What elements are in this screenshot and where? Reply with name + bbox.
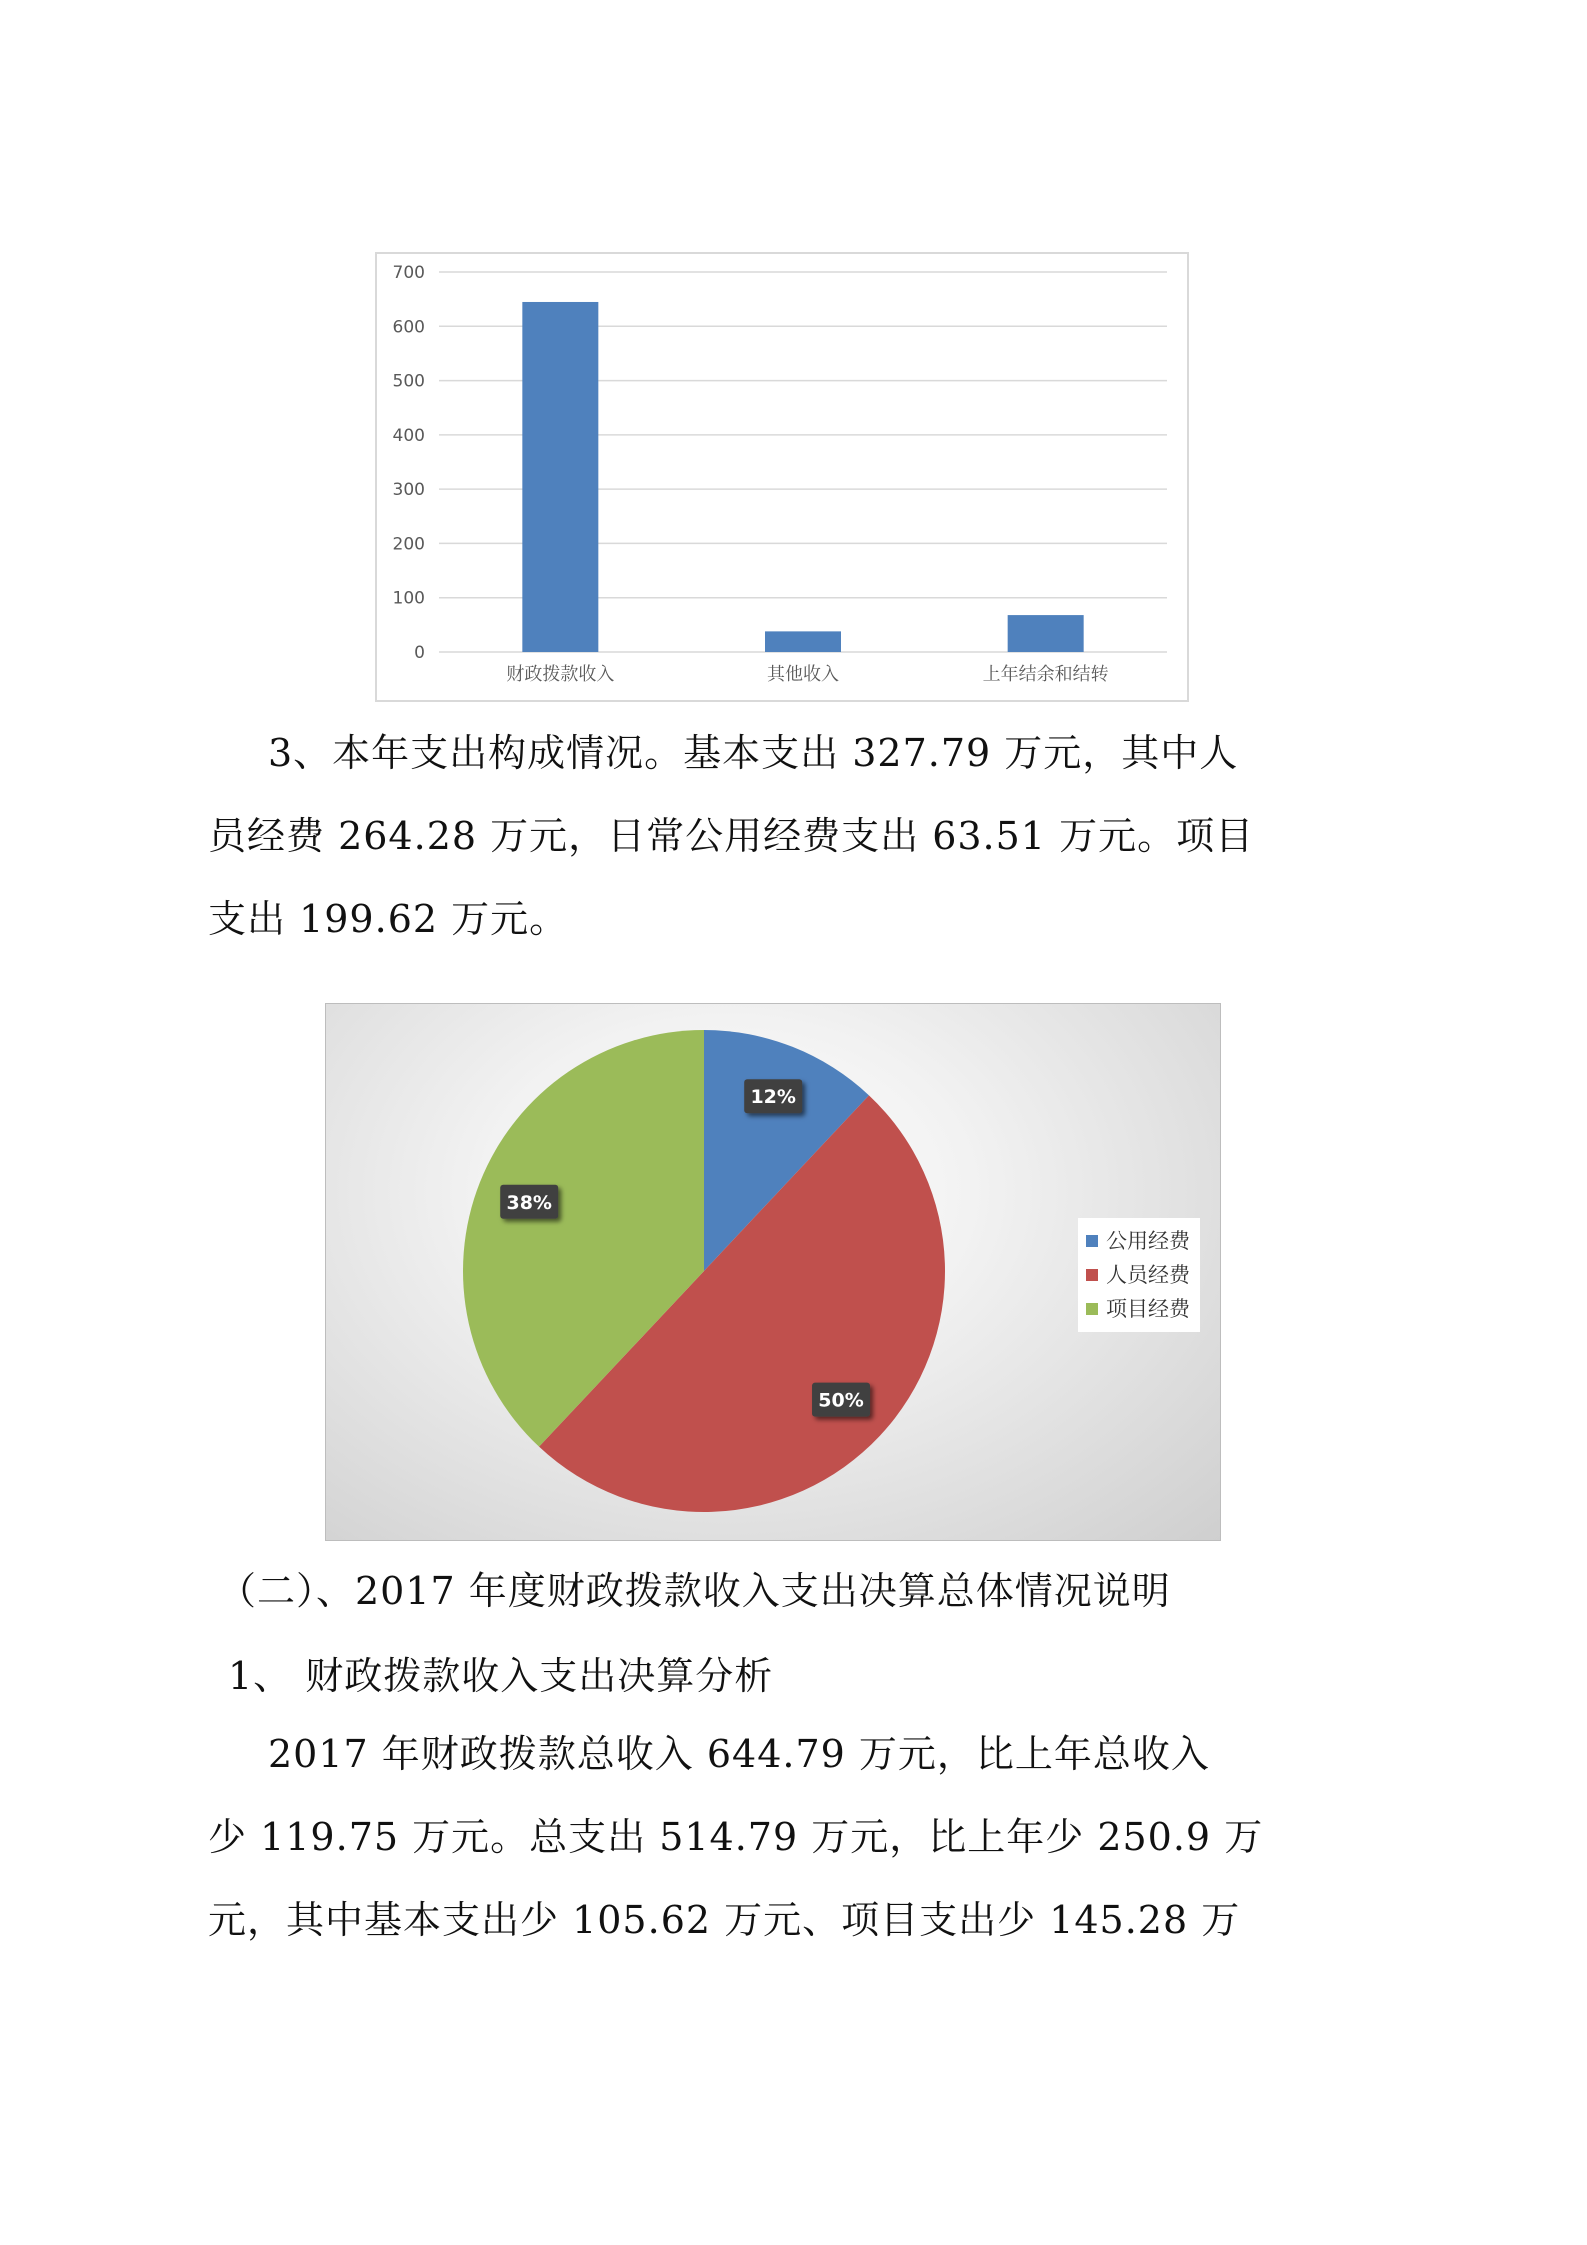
legend-item-project — [1086, 1292, 1190, 1326]
pie-data-label-text: 12% — [750, 1086, 796, 1109]
income-bar-chart-svg — [377, 254, 1187, 700]
y-tick-label: 300 — [392, 480, 425, 501]
legend-swatch-public — [1086, 1235, 1098, 1247]
bar-2 — [1008, 615, 1084, 652]
expenditure-line-3: 支出 199.62 万元。 — [208, 897, 569, 941]
section-2-heading: （二）、2017 年度财政拨款收入支出决算总体情况说明 — [218, 1569, 1171, 1613]
y-tick-label: 400 — [392, 425, 425, 446]
income-bar-chart — [375, 252, 1189, 702]
x-tick-label: 财政拨款收入 — [506, 664, 615, 685]
y-tick-label: 700 — [392, 263, 425, 283]
legend-item-public — [1086, 1224, 1190, 1258]
legend-swatch-personnel — [1086, 1269, 1098, 1281]
x-tick-label: 其他收入 — [767, 664, 839, 685]
analysis-line-2: 少 119.75 万元。总支出 514.79 万元，比上年少 250.9 万 — [208, 1815, 1264, 1859]
pie-data-label-text: 50% — [818, 1389, 864, 1412]
expenditure-line-1: 3、本年支出构成情况。基本支出 327.79 万元，其中人 — [268, 731, 1239, 775]
y-tick-label: 500 — [392, 371, 425, 392]
x-tick-label: 上年结余和结转 — [982, 664, 1109, 685]
y-tick-label: 600 — [392, 317, 425, 338]
bar-0 — [522, 302, 598, 652]
y-tick-label: 0 — [414, 643, 425, 663]
legend-label-personnel: 人员经费 — [1106, 1263, 1190, 1287]
analysis-line-3: 元，其中基本支出少 105.62 万元、项目支出少 145.28 万 — [208, 1898, 1241, 1942]
y-tick-label: 200 — [392, 534, 425, 555]
pie-legend — [1078, 1218, 1200, 1332]
expenditure-paragraph — [208, 712, 1308, 961]
analysis-paragraph — [208, 1713, 1308, 1962]
expenditure-line-2: 员经费 264.28 万元，日常公用经费支出 63.51 万元。项目 — [208, 814, 1255, 858]
bar-1 — [765, 631, 841, 652]
legend-label-public: 公用经费 — [1106, 1229, 1190, 1253]
y-tick-label: 100 — [392, 588, 425, 609]
legend-swatch-project — [1086, 1303, 1098, 1315]
legend-item-personnel — [1086, 1258, 1190, 1292]
legend-label-project: 项目经费 — [1106, 1297, 1190, 1321]
pie-data-label-0 — [744, 1079, 802, 1113]
pie-data-label-text: 38% — [506, 1191, 552, 1214]
pie-data-label-2 — [500, 1185, 558, 1219]
analysis-line-1: 2017 年财政拨款总收入 644.79 万元，比上年总收入 — [268, 1732, 1210, 1776]
subsection-1-heading: 1、 财政拨款收入支出决算分析 — [228, 1654, 774, 1698]
pie-data-label-1 — [812, 1383, 870, 1417]
